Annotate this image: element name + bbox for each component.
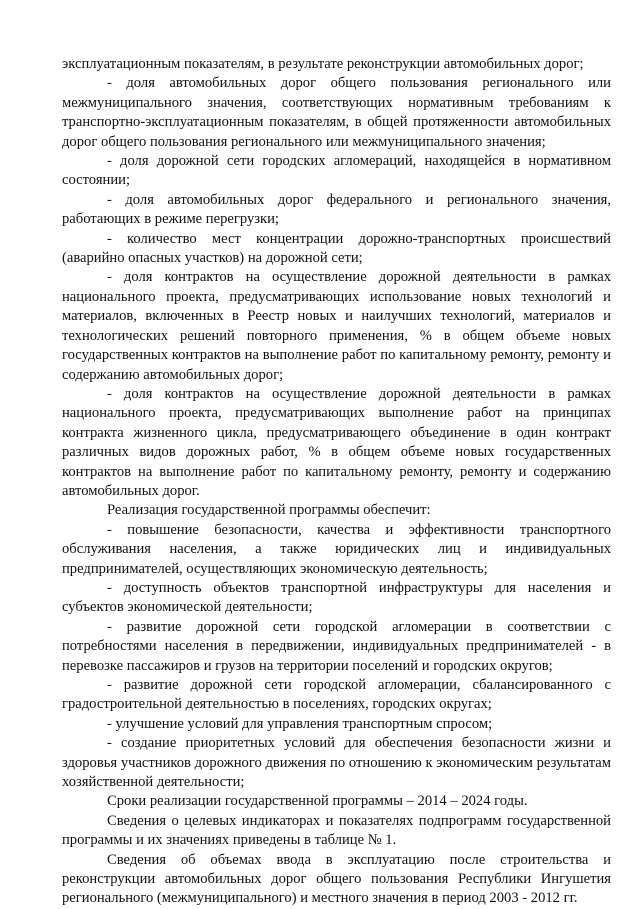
paragraph: - доступность объектов транспортной инфраструктуры для населения и субъектов экономической деятельности; [62,579,611,616]
paragraph: Сроки реализации государственной программы – 2014 – 2024 годы. [107,793,528,810]
paragraph: - развитие дорожной сети городской агломерации в соответствии с потребностями населения в передвижении, индивидуальных предпринимателей - в перевозке пассажиров и грузов на территории поселений и городских округов; [62,618,611,674]
paragraph: - улучшение условий для управления транспортным спросом; [107,715,493,732]
document-body [62,55,611,909]
paragraph: - доля контрактов на осуществление дорожной деятельности в рамках национального проекта, предусматривающих выполнение работ на принципах контракта жизненного цикла, предусматривающего объединение в один контракт различных видов дорожных работ, % в общем объеме новых государственных контрактов на выполнение работ по капитальному ремонту, ремонту и содержанию автомобильных дорог. [62,385,611,499]
paragraph: - доля контрактов на осуществление дорожной деятельности в рамках национального проекта, предусматривающих использование новых технологий и материалов, включенных в Реестр новых и наилучших технологий, материалов и технологических решений повторного применения, % в общем объеме новых государственных контрактов на выполнение работ по капитальному ремонту, ремонту и содержанию автомобильных дорог; [62,269,611,383]
paragraph: - повышение безопасности, качества и эффективности транспортного обслуживания населения, а также юридических лиц и индивидуальных предпринимателей, осуществляющих экономическую деятельность; [62,521,611,577]
paragraph: - развитие дорожной сети городской агломерации, сбалансированного с градостроительной деятельностью в поселениях, городских округах; [62,677,611,713]
paragraph: - доля автомобильных дорог федерального и регионального значения, работающих в режиме перегрузки; [62,191,611,228]
paragraph: - доля автомобильных дорог общего пользования регионального или межмуниципального значения, соответствующих нормативным требованиям к транспортно-эксплуатационным показателям, в общей протяженности автомобильных дорог общего пользования регионального или межмуниципального значения; [62,75,611,150]
paragraph: Реализация государственной программы обеспечит: [107,502,431,519]
paragraph: - создание приоритетных условий для обеспечения безопасности жизни и здоровья участников дорожного движения по отношению к экономическим результатам хозяйственной деятельности; [62,735,611,791]
paragraph: Сведения об объемах ввода в эксплуатацию после строительства и реконструкции автомобильных дорог общего пользования Республики Ингушетия регионального (межмуниципального) и местного значения в период 2003 - 2012 гг. [62,851,611,907]
paragraph: эксплуатационным показателям, в результате реконструкции автомобильных дорог; [62,56,584,72]
paragraph: - доля дорожной сети городских агломераций, находящейся в нормативном состоянии; [62,153,611,189]
paragraph: Сведения о целевых индикаторах и показателях подпрограмм государственной программы и их значениях приведены в таблице № 1. [62,812,611,849]
paragraph: - количество мест концентрации дорожно-транспортных происшествий (аварийно опасных участков) на дорожной сети; [62,230,611,267]
